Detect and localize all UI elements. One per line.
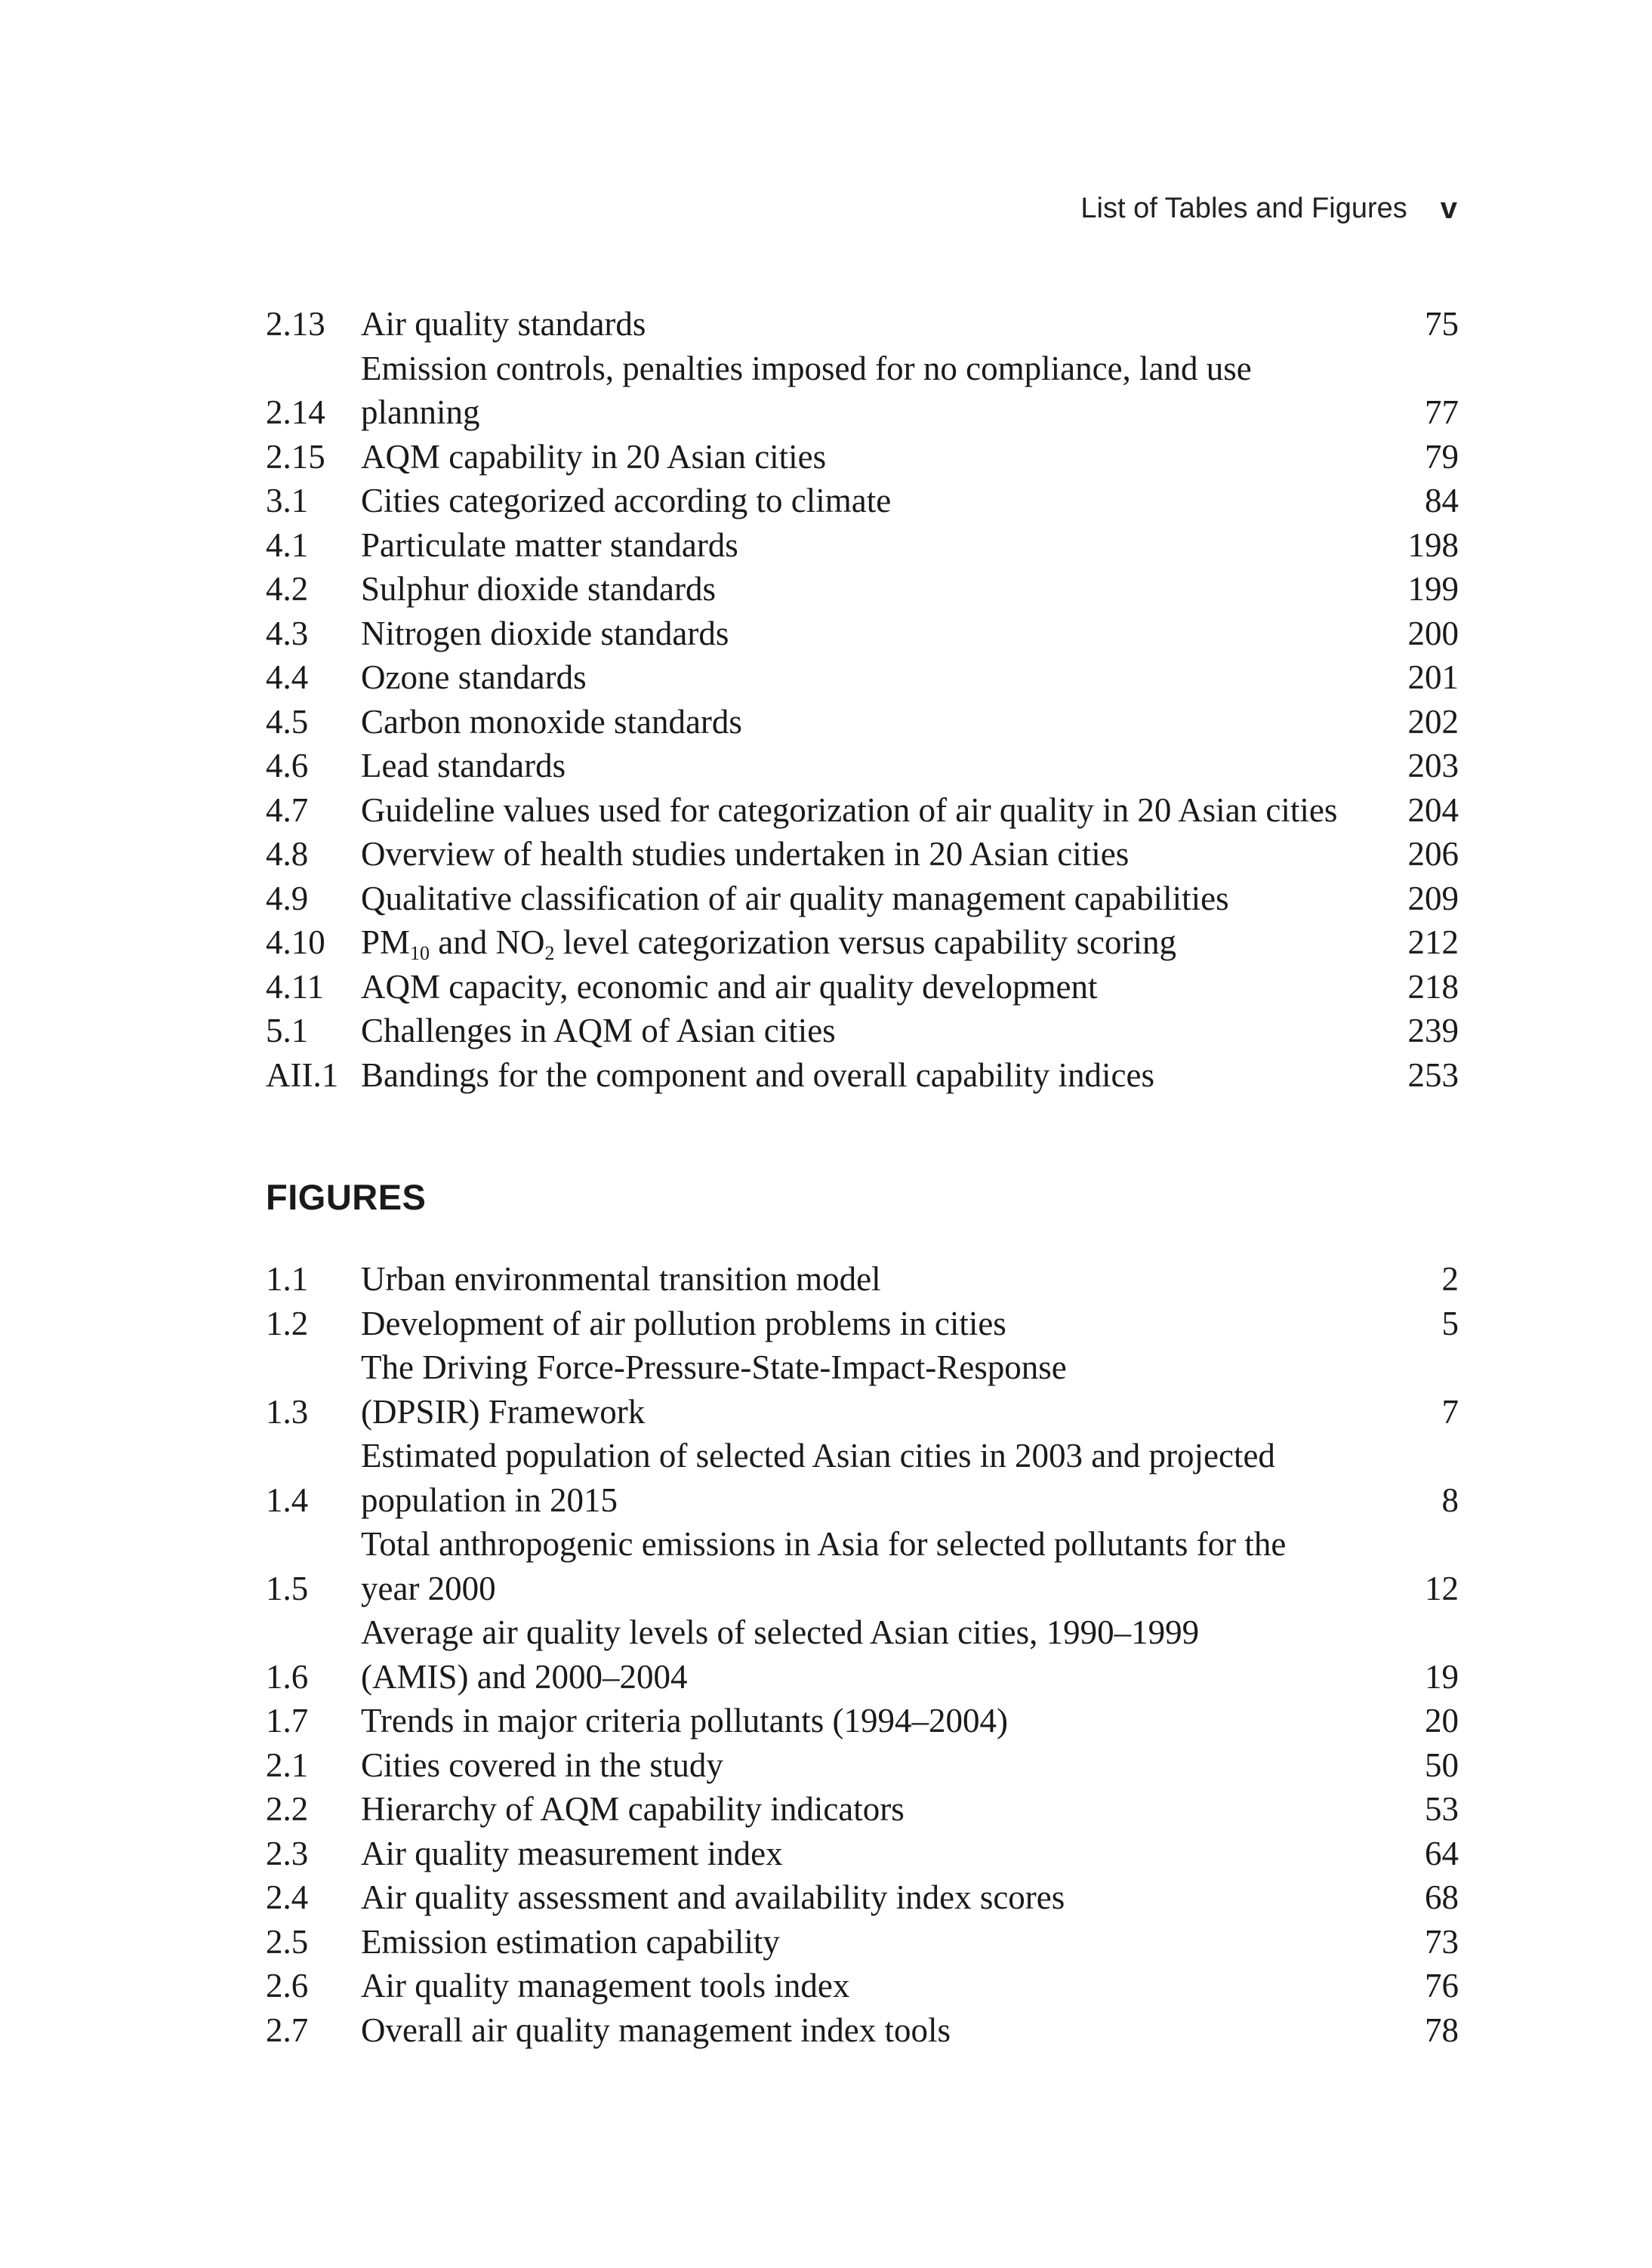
entry-page: 203 [1407, 747, 1459, 784]
entry-number: 2.6 [266, 1967, 309, 2005]
tables-list [266, 302, 1459, 1097]
entry-title: Cities categorized according to climate [361, 482, 892, 519]
entry-title: Development of air pollution problems in cities [361, 1304, 1006, 1342]
entry-number: 4.6 [266, 747, 309, 784]
toc-entry [266, 1009, 1459, 1053]
title-part: and NO [430, 923, 545, 961]
subscript: 2 [544, 942, 555, 964]
entry-page: 2 [1441, 1260, 1459, 1298]
entry-number: 3.1 [266, 482, 309, 519]
entry-page: 68 [1425, 1878, 1459, 1916]
entry-title: Cities covered in the study [361, 1746, 723, 1784]
title-part: level categorization versus capability scoring [554, 923, 1176, 961]
entry-page: 84 [1425, 482, 1459, 519]
entry-page: 201 [1407, 658, 1459, 696]
entry-number: 4.2 [266, 570, 309, 608]
entry-page: 198 [1407, 525, 1459, 564]
entry-page: 206 [1407, 835, 1459, 873]
entry-title: Lead standards [361, 747, 566, 784]
entry-title: Air quality assessment and availability index scores [361, 1878, 1065, 1916]
toc-entry [266, 1610, 1459, 1699]
entry-title: AQM capacity, economic and air quality development [361, 967, 1098, 1006]
entry-number: AII.1 [266, 1055, 339, 1094]
entry-number: 1.3 [266, 1392, 309, 1431]
entry-page: 20 [1425, 1702, 1459, 1740]
toc-entry [266, 1257, 1459, 1302]
entry-number: 1.5 [266, 1569, 309, 1607]
toc-entry [266, 435, 1459, 479]
entry-number: 2.1 [266, 1746, 309, 1784]
toc-entry [266, 1522, 1459, 1610]
entry-number: 5.1 [266, 1012, 309, 1049]
entry-number: 1.4 [266, 1481, 309, 1519]
entry-title: Average air quality levels of selected Asian cities, 1990–1999 (AMIS) and 2000–2004 [361, 1613, 1200, 1696]
entry-page: 209 [1407, 879, 1459, 917]
toc-entry [266, 612, 1459, 656]
entry-title [361, 920, 1408, 965]
entry-page: 212 [1407, 923, 1459, 961]
entry-title: Nitrogen dioxide standards [361, 614, 729, 652]
toc-entry [266, 965, 1459, 1009]
entry-title: Overall air quality management index tools [361, 2011, 951, 2049]
toc-entry [266, 1787, 1459, 1832]
toc-entry [266, 1832, 1459, 1876]
toc-entry [266, 832, 1459, 877]
toc-entry [266, 1434, 1459, 1522]
entry-title: Urban environmental transition model [361, 1260, 881, 1298]
toc-entry [266, 744, 1459, 788]
toc-entry [266, 655, 1459, 700]
entry-number: 4.3 [266, 614, 309, 652]
entry-title: Challenges in AQM of Asian cities [361, 1012, 836, 1049]
entry-page: 200 [1407, 614, 1459, 652]
toc-entry [266, 523, 1459, 568]
entry-title: Air quality management tools index [361, 1967, 850, 2005]
entry-page: 77 [1425, 393, 1459, 431]
toc-entry [266, 347, 1459, 435]
entry-page: 253 [1407, 1055, 1459, 1094]
entry-page: 12 [1425, 1569, 1459, 1607]
entry-page: 239 [1407, 1012, 1459, 1049]
entry-page: 204 [1407, 790, 1459, 829]
figures-list [266, 1257, 1459, 2052]
entry-title: Estimated population of selected Asian cities in 2003 and projected population in 2015 [361, 1437, 1275, 1519]
entry-number: 1.7 [266, 1702, 309, 1740]
entry-number: 2.5 [266, 1922, 309, 1961]
toc-entry [266, 1053, 1459, 1098]
toc-entry [266, 1920, 1459, 1964]
entry-page: 5 [1441, 1304, 1459, 1342]
entry-page: 79 [1425, 437, 1459, 476]
entry-number: 1.2 [266, 1304, 309, 1342]
entry-page: 199 [1407, 570, 1459, 608]
entry-title: Ozone standards [361, 658, 587, 696]
entry-title: Emission estimation capability [361, 1922, 780, 1961]
entry-page: 50 [1425, 1746, 1459, 1784]
entry-number: 2.3 [266, 1834, 309, 1872]
entry-number: 2.15 [266, 437, 325, 476]
entry-title: Emission controls, penalties imposed for no compliance, land use planning [361, 349, 1252, 431]
entry-title: Hierarchy of AQM capability indicators [361, 1790, 905, 1828]
page-number: v [1440, 191, 1457, 225]
toc-entry [266, 479, 1459, 523]
entry-number: 2.14 [266, 393, 325, 431]
entry-page: 78 [1425, 2011, 1459, 2049]
entry-page: 8 [1441, 1481, 1459, 1519]
entry-page: 75 [1425, 305, 1459, 343]
entry-title: Particulate matter standards [361, 525, 738, 564]
running-title: List of Tables and Figures [1080, 192, 1407, 224]
toc-entry [266, 1743, 1459, 1788]
entry-page: 64 [1425, 1834, 1459, 1872]
entry-title: Carbon monoxide standards [361, 702, 742, 741]
toc-entry [266, 700, 1459, 744]
toc-entry [266, 302, 1459, 347]
entry-number: 1.6 [266, 1657, 309, 1696]
title-part: PM [361, 923, 411, 961]
toc-entry [266, 1875, 1459, 1920]
entry-title: Total anthropogenic emissions in Asia for selected pollutants for the year 2000 [361, 1525, 1287, 1607]
entry-title: Air quality measurement index [361, 1834, 783, 1872]
entry-title: Overview of health studies undertaken in 20 Asian cities [361, 835, 1130, 873]
entry-number: 4.9 [266, 879, 309, 917]
entry-page: 19 [1425, 1657, 1459, 1696]
subscript: 10 [410, 942, 430, 964]
entry-number: 2.2 [266, 1790, 309, 1828]
entry-number: 4.11 [266, 967, 325, 1006]
entry-title: Qualitative classification of air quality management capabilities [361, 879, 1229, 917]
entry-page: 73 [1425, 1922, 1459, 1961]
entry-page: 202 [1407, 702, 1459, 741]
entry-number: 4.4 [266, 658, 309, 696]
toc-entry [266, 2008, 1459, 2053]
entry-number: 4.10 [266, 923, 325, 961]
entry-number: 4.7 [266, 790, 309, 829]
entry-page: 53 [1425, 1790, 1459, 1828]
entry-number: 4.8 [266, 835, 309, 873]
toc-entry [266, 567, 1459, 612]
entry-title: Air quality standards [361, 305, 646, 343]
toc-entry [266, 877, 1459, 921]
entry-number: 2.7 [266, 2011, 309, 2049]
running-head [1080, 190, 1457, 226]
entry-page: 76 [1425, 1967, 1459, 2005]
toc-entry [266, 1964, 1459, 2008]
entry-number: 2.4 [266, 1878, 309, 1916]
toc-entry [266, 1699, 1459, 1743]
entry-title: Sulphur dioxide standards [361, 570, 716, 608]
entry-title: AQM capability in 20 Asian cities [361, 437, 827, 476]
toc-entry [266, 920, 1459, 965]
entry-title: Bandings for the component and overall capability indices [361, 1055, 1154, 1094]
entry-page: 218 [1407, 967, 1459, 1006]
figures-heading: FIGURES [266, 1177, 427, 1217]
toc-entry [266, 788, 1459, 833]
entry-number: 2.13 [266, 305, 325, 343]
entry-number: 1.1 [266, 1260, 309, 1298]
entry-page: 7 [1441, 1392, 1459, 1431]
entry-number: 4.5 [266, 702, 309, 741]
toc-entry [266, 1345, 1459, 1434]
entry-title: Guideline values used for categorization of air quality in 20 Asian cities [361, 790, 1338, 829]
entry-title: Trends in major criteria pollutants (1994–2004) [361, 1702, 1008, 1740]
entry-title: The Driving Force-Pressure-State-Impact-Response (DPSIR) Framework [361, 1348, 1067, 1431]
entry-number: 4.1 [266, 525, 309, 564]
toc-entry [266, 1302, 1459, 1346]
